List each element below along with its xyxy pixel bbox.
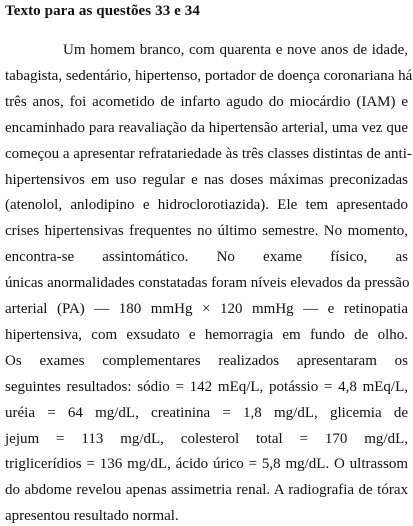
paragraph-line: encaminhado para reavaliação da hipertensão arterial, uma vez que [5,119,408,136]
paragraph-line: jejum = 113 mg/dL, colesterol total = 170 mg/dL, [5,430,408,447]
paragraph-line: encontra-se assintomático. No exame físico, as [5,249,408,266]
paragraph-line: tabagista, sedentário, hipertenso, portador de doença coronariana há [5,67,413,84]
paragraph-line: do abdome revelou apenas assimetria renal. A radiografia de tórax [5,482,408,499]
paragraph-line: seguintes resultados: sódio = 142 mEq/L, potássio = 4,8 mEq/L, [5,378,408,395]
paragraph-line: arterial (PA) — 180 mmHg × 120 mmHg — e retinopatia [5,301,408,317]
paragraph-line: uréia = 64 mg/dL, creatinina = 1,8 mg/dL, glicemia de [5,404,408,421]
page-title: Texto para as questões 33 e 34 [5,3,200,19]
paragraph-line: Um homem branco, com quarenta e nove anos de idade, [63,42,408,58]
paragraph-line: únicas anormalidades constatadas foram níveis elevados da pressão [5,275,410,292]
paragraph-line: (atenolol, anlodipino e hidroclorotiazida). Ele tem apresentado [5,197,408,214]
paragraph-line: apresentou resultado normal. [5,508,179,525]
paragraph-line: três anos, foi acometido de infarto agudo do miocárdio (IAM) e [5,93,408,110]
paragraph-line: triglicerídios = 136 mg/dL, ácido úrico = 5,8 mg/dL. O ultrassom [5,456,408,473]
paragraph-line: Os exames complementares realizados apresentaram os [5,352,408,369]
paragraph-line: hipertensivos em uso regular e nas doses máximas preconizadas [5,171,408,188]
paragraph-line: crises hipertensivas frequentes no último semestre. No momento, [5,223,408,240]
paragraph-line: começou a apresentar refratariedade às três classes distintas de anti- [5,145,412,162]
paragraph-line: hipertensiva, com exsudato e hemorragia em fundo de olho. [5,326,408,343]
document-page [5,0,413,525]
